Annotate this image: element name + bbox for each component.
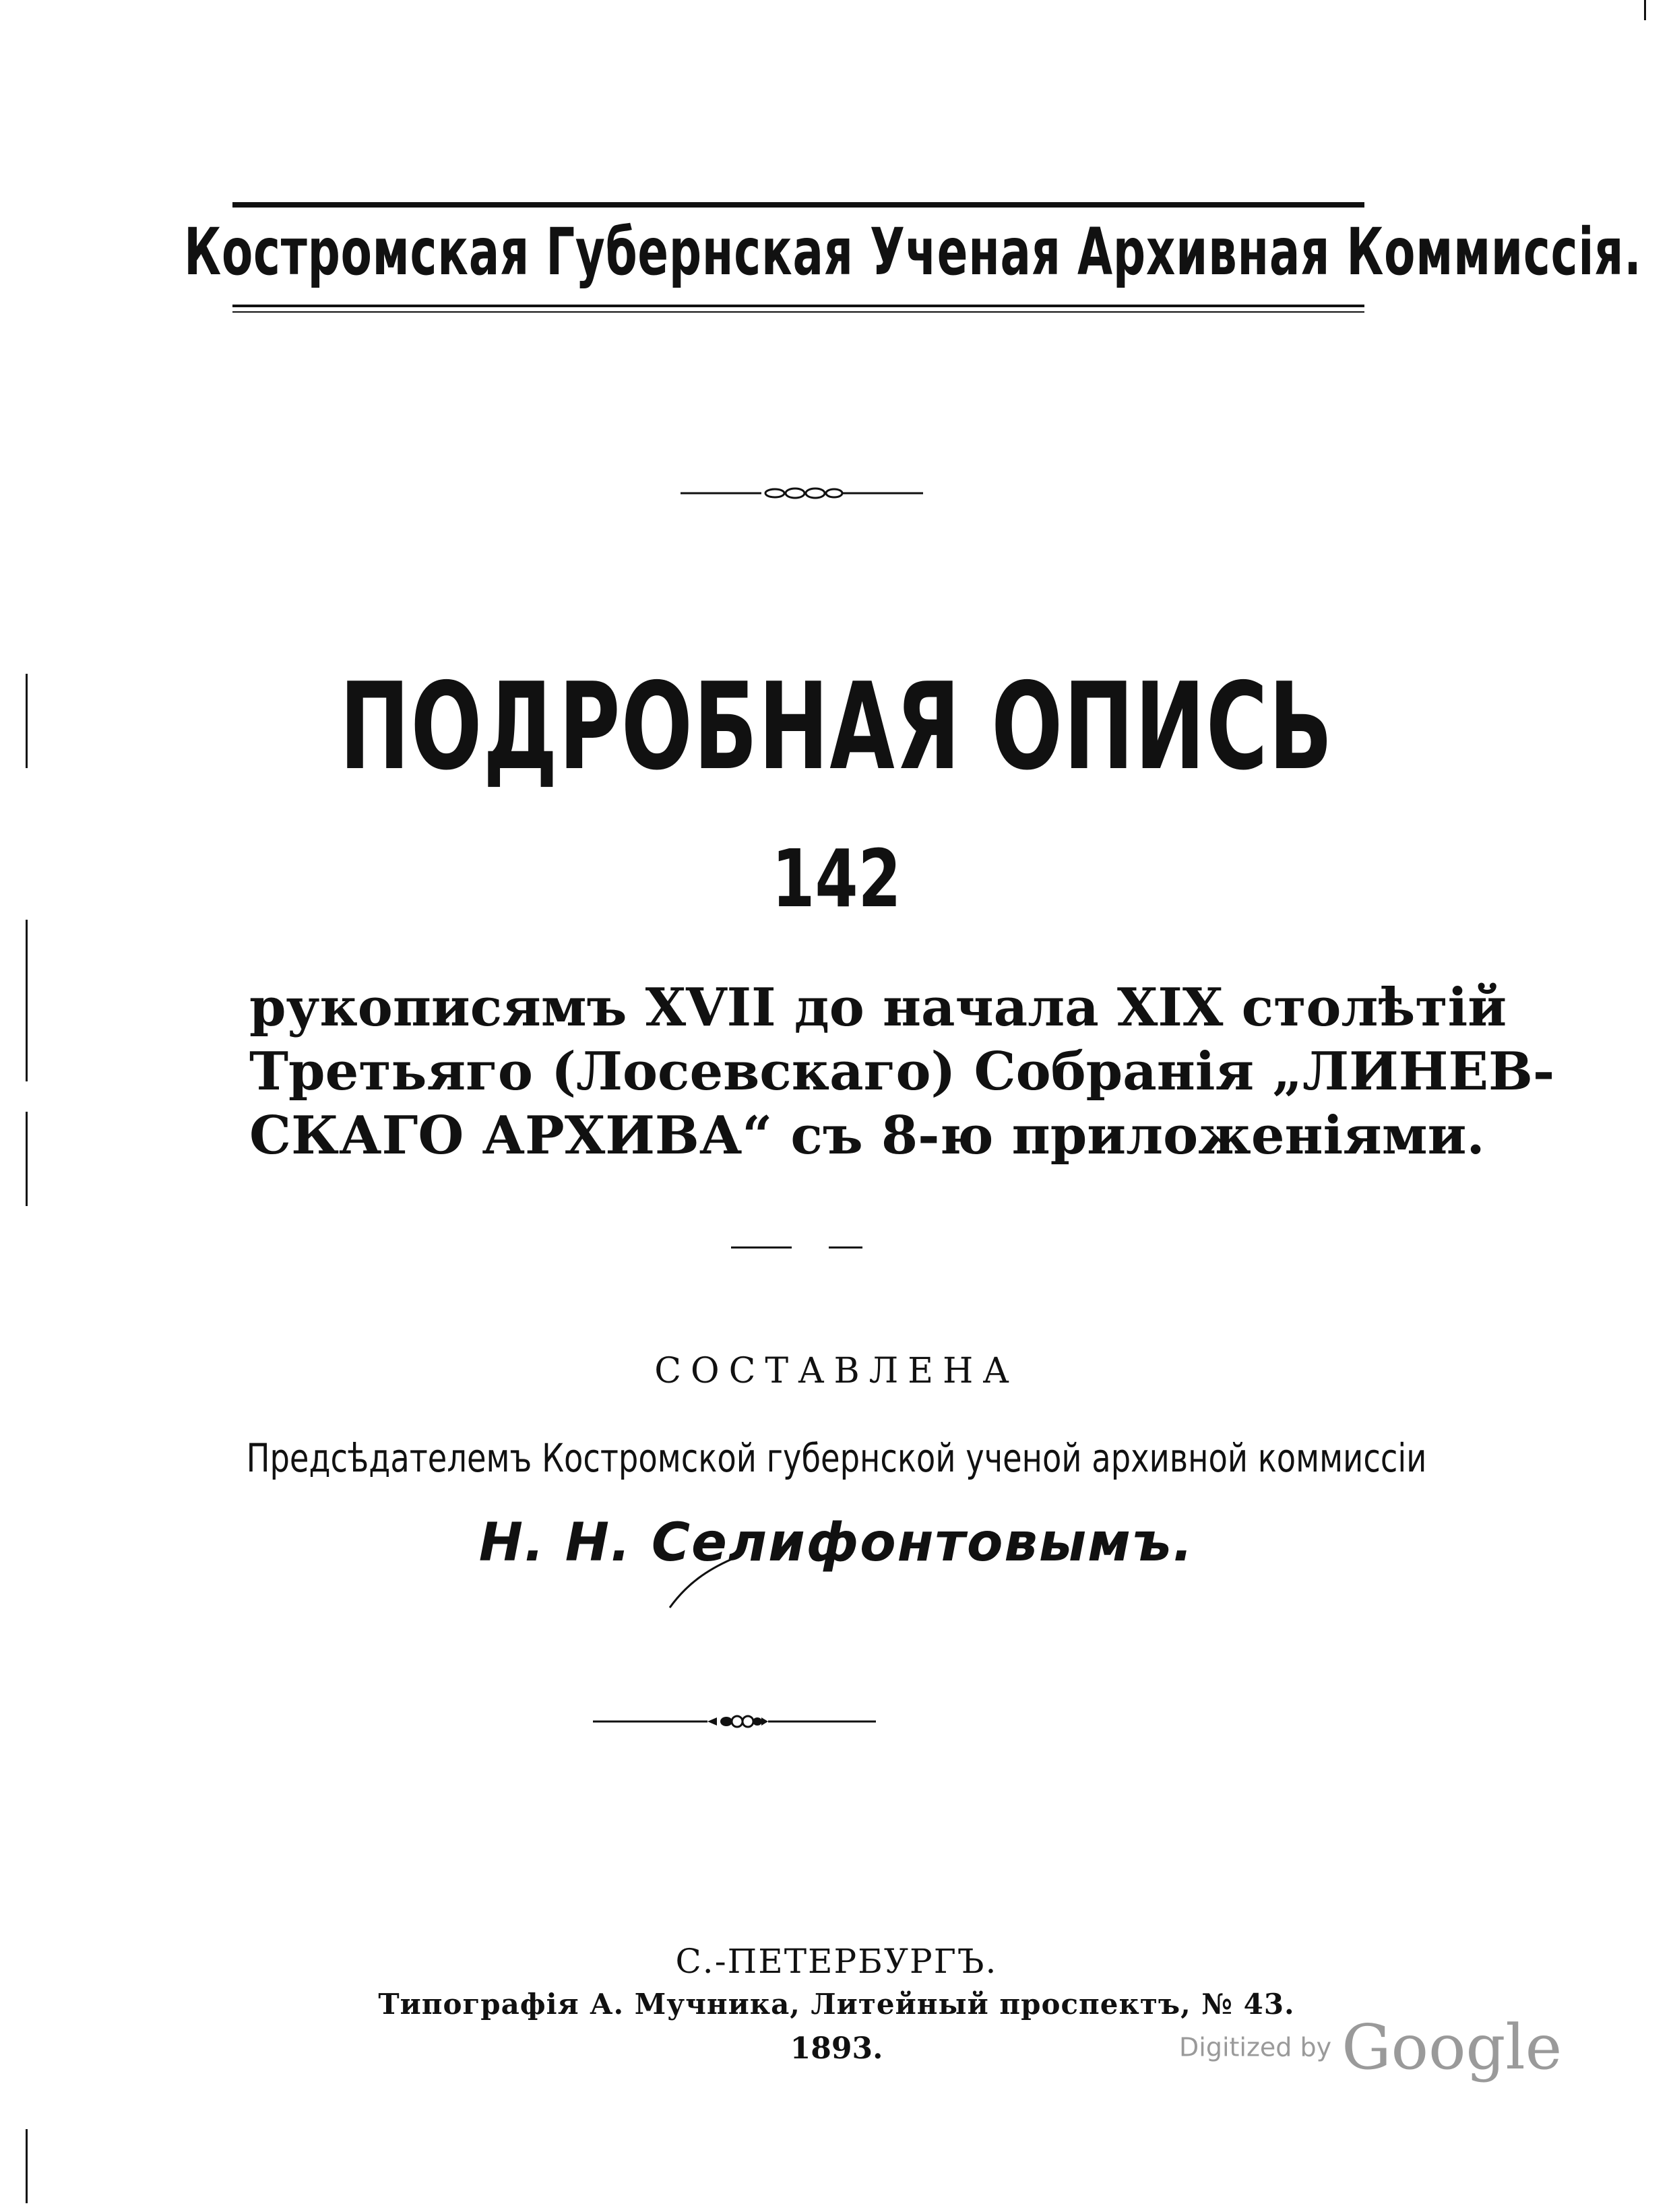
short-rule-left	[731, 1246, 792, 1249]
description-line-3: СКАГО АРХИВА“ съ 8-ю приложеніями.	[249, 1105, 1485, 1166]
ornament-divider-top	[681, 485, 923, 501]
imprint-year: 1893.	[790, 2031, 883, 2066]
manuscript-count: 142	[771, 832, 902, 925]
description-line-1: рукописямъ XVII до начала XIX столѣтій	[249, 977, 1507, 1038]
author-name: Н. Н. Селифонтовымъ.	[478, 1513, 1195, 1573]
commission-header: Костромская Губернская Ученая Архивная Коммиссія.	[184, 214, 1642, 290]
document-title: ПОДРОБНАЯ ОПИСЬ	[339, 657, 1334, 796]
description-line-2: Третьяго (Лосевскаго) Собранія „ЛИНЕВ-	[249, 1041, 1555, 1102]
scan-edge-mark	[26, 920, 28, 1081]
watermark-brand: Google	[1341, 2011, 1562, 2083]
scan-edge-mark	[1644, 0, 1646, 20]
scan-edge-mark	[26, 2129, 28, 2203]
scan-edge-mark	[26, 674, 28, 768]
author-position: Предсѣдателемъ Костромской губернской ученой архивной коммиссіи	[246, 1435, 1427, 1481]
header-bottom-rule	[232, 305, 1364, 307]
short-rule-right	[829, 1246, 862, 1249]
watermark-prefix: Digitized by	[1179, 2032, 1332, 2062]
ornament-divider-bottom	[593, 1711, 876, 1732]
composed-label: СОСТАВЛЕНА	[654, 1351, 1019, 1391]
digitized-watermark	[1179, 2011, 1562, 2083]
scan-edge-mark	[26, 1112, 28, 1206]
imprint-press: Типографія А. Мучника, Литейный проспектъ, № 43.	[378, 1988, 1295, 2021]
imprint-city: С.-ПЕТЕРБУРГЪ.	[675, 1942, 998, 1981]
pen-mark	[667, 1556, 734, 1610]
header-top-rule	[232, 202, 1364, 208]
header-bottom-rule-2	[232, 311, 1364, 313]
